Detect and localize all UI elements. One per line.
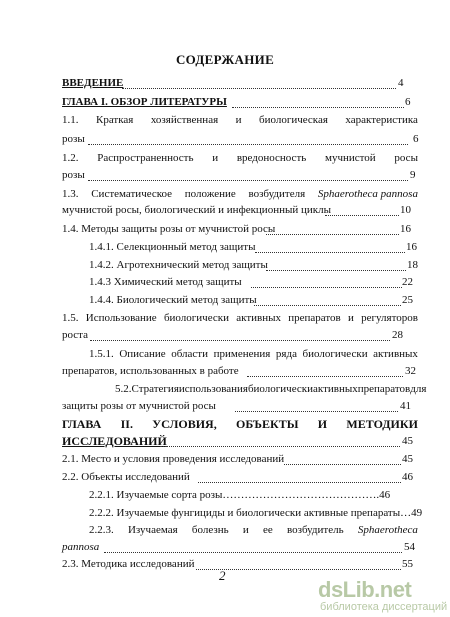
page-ref: 22 (402, 276, 413, 288)
leader-dots (232, 106, 404, 108)
leader-dots (254, 304, 401, 306)
leader-dots (284, 463, 401, 465)
watermark-subtitle: библиотека диссертаций (320, 601, 448, 613)
toc-entry-cont: защиты розы от мучнистой росы (62, 400, 216, 412)
leader-dots (196, 568, 401, 570)
page-ref: 41 (400, 400, 411, 412)
page-number: 2 (219, 568, 226, 583)
leader-dots (247, 375, 403, 377)
toc-entry-1-4-4: 1.4.4. Биологический метод защиты (89, 294, 257, 306)
toc-entry-cont: мучнистой росы, биологический и инфекционный циклы (62, 204, 331, 216)
toc-title: СОДЕРЖАНИЕ (175, 52, 275, 67)
toc-entry-chapter-2: ГЛАВА II. УСЛОВИЯ, ОБЪЕКТЫ И МЕТОДИКИ (62, 417, 418, 431)
page-ref: 32 (405, 365, 416, 377)
page-ref: 28 (392, 329, 403, 341)
toc-entry-cont: препаратов, использованных в работе (62, 365, 239, 377)
toc-entry-1-2: 1.2. Распространенность и вредоносность мучнистой росы (62, 152, 418, 164)
page-ref: 46 (402, 471, 413, 483)
toc-entry-2-2-2: 2.2.2. Изучаемые фунгициды и биологически активные препараты…49 (89, 507, 423, 519)
leader-dots (266, 269, 406, 271)
leader-dots (88, 179, 408, 181)
leader-dots (251, 286, 402, 288)
toc-entry-1-4: 1.4. Методы защиты розы от мучнистой росы (62, 223, 276, 235)
leader-dots (325, 214, 399, 216)
toc-entry-chapter-1: ГЛАВА I. ОБЗОР ЛИТЕРАТУРЫ (62, 96, 227, 108)
toc-entry-1-4-3: 1.4.3 Химический метод защиты (89, 276, 242, 288)
leader-dots (160, 445, 400, 447)
toc-entry-1-1: 1.1. Краткая хозяйственная и биологическая характеристика (62, 114, 418, 126)
toc-entry-5-2: 5.2. Стратегия использования биологически активных препаратов для (115, 383, 427, 395)
page-ref: 45 (402, 453, 413, 465)
page-ref: 4 (398, 77, 404, 89)
page-ref: 45 (402, 435, 413, 447)
page-ref: 6 (413, 133, 419, 145)
toc-entry-1-4-2: 1.4.2. Агротехнический метод защиты (89, 259, 268, 271)
leader-dots (122, 87, 396, 89)
toc-entry-cont: розы (62, 169, 85, 181)
leader-dots (266, 233, 399, 235)
toc-entry-1-5-1: 1.5.1. Описание области применения ряда биологически активных (89, 348, 418, 360)
page-ref: 6 (405, 96, 411, 108)
toc-entry-2-2-3: 2.2.3. Изучаемая болезнь и ее возбудитель Sphaerotheca (89, 524, 418, 536)
page-ref: 54 (404, 541, 415, 553)
leader-dots (235, 410, 398, 412)
page-ref: 10 (400, 204, 411, 216)
toc-entry-cont: pannosa (62, 541, 100, 553)
toc-entry-cont: роста (62, 329, 88, 341)
toc-entry-2-2-1: 2.2.1. Изучаемые сорта розы…………………………………….46 (89, 489, 391, 501)
leader-dots (90, 339, 390, 341)
page-ref: 16 (406, 241, 417, 253)
page-ref: 18 (407, 259, 418, 271)
toc-entry-introduction: ВВЕДЕНИЕ (62, 77, 124, 89)
leader-dots (198, 481, 401, 483)
toc-entry-1-4-1: 1.4.1. Селекционный метод защиты (89, 241, 256, 253)
toc-entry-2-1: 2.1. Место и условия проведения исследований (62, 453, 285, 465)
page-ref: 55 (402, 558, 413, 570)
page-ref: 25 (402, 294, 413, 306)
page-ref: 9 (410, 169, 416, 181)
leader-dots (255, 251, 405, 253)
toc-entry-1-5: 1.5. Использование биологически активных препаратов и регуляторов (62, 312, 418, 324)
toc-entry-cont: ИССЛЕДОВАНИЙ (62, 434, 167, 448)
toc-entry-2-2: 2.2. Объекты исследований (62, 471, 190, 483)
watermark-logo: dsLib.net (318, 577, 412, 602)
leader-dots (104, 551, 402, 553)
leader-dots (88, 143, 408, 145)
toc-entry-cont: розы (62, 133, 85, 145)
toc-entry-2-3: 2.3. Методика исследований (62, 558, 195, 570)
page-ref: 16 (400, 223, 411, 235)
watermark (318, 577, 448, 615)
toc-entry-1-3: 1.3. Систематическое положение возбудителя Sphaerotheca pannosa (62, 188, 418, 200)
